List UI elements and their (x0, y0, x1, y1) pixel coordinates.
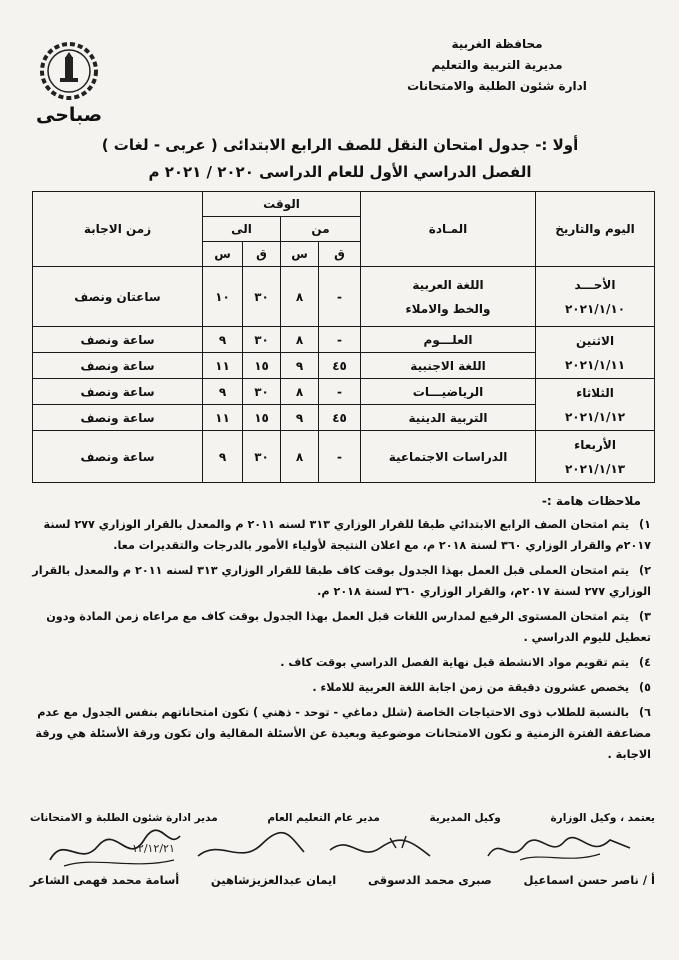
from-s-cell: ٩ (281, 353, 319, 379)
header-subject: المـادة (361, 192, 536, 267)
from-q-cell: - (319, 327, 361, 353)
table-row (33, 327, 655, 353)
header-administration: ادارة شئون الطلبة والامتحانات (407, 79, 587, 93)
header-day-date: اليوم والتاريخ (536, 192, 655, 267)
from-q-cell: ٤٥ (319, 353, 361, 379)
duration-cell: ساعة ونصف (33, 327, 203, 353)
exam-date: ٢٠٢١/١/١٢ (564, 409, 626, 424)
note-item (23, 652, 651, 673)
from-s-cell: ٩ (281, 405, 319, 431)
duration-cell: ساعة ونصف (33, 379, 203, 405)
signature-mark-icon (480, 826, 640, 870)
header-to-s: س (203, 242, 243, 267)
day-date-cell (536, 327, 655, 379)
signature-title: يعتمد ، وكيل الوزارة (550, 812, 655, 824)
duration-cell: ساعة ونصف (33, 431, 203, 483)
from-q-cell: - (319, 267, 361, 327)
signatory-name: أ / ناصر حسن اسماعيل (523, 873, 655, 887)
signatory-name: أسامة محمد فهمى الشاعر (30, 873, 180, 887)
signature-mark-icon (320, 826, 440, 870)
from-q-cell: ٤٥ (319, 405, 361, 431)
note-text: يتم تقويم مواد الانشطة قبل نهاية الفصل الدراسي بوقت كاف . (280, 656, 630, 669)
signatory-name: ايمان عبدالعزيزشاهين (210, 873, 337, 887)
signature-titles (30, 812, 655, 824)
table-row (33, 267, 655, 327)
to-q-cell: ١٥ (243, 405, 281, 431)
subject-cell: التربية الدينية (361, 405, 536, 431)
subject-cell: اللغة العربية والخط والاملاء (361, 267, 536, 327)
note-number: ٦) (639, 706, 651, 719)
page-title: أولا :- جدول امتحان النقل للصف الرابع الابتدائى ( عربى - لغات ) (101, 136, 579, 154)
exam-date: ٢٠٢١/١/١١ (564, 357, 626, 372)
signature-title: مدير عام التعليم العام (267, 812, 380, 824)
signature-names (30, 873, 655, 887)
from-s-cell: ٨ (281, 431, 319, 483)
notes-section (23, 494, 651, 769)
duration-cell: ساعة ونصف (33, 405, 203, 431)
header-from: من (281, 217, 361, 242)
exam-date: ٢٠٢١/١/١٠ (564, 301, 626, 316)
day-name: الثلاثاء (576, 385, 614, 400)
note-number: ٣) (639, 610, 651, 623)
note-item (23, 606, 651, 648)
signature-title: وكيل المديرية (429, 812, 501, 824)
duration-cell: ساعتان ونصف (33, 267, 203, 327)
header-to: الى (203, 217, 281, 242)
from-q-cell: - (319, 379, 361, 405)
to-q-cell: ٣٠ (243, 379, 281, 405)
exam-schedule-table (32, 191, 655, 483)
note-number: ٢) (639, 564, 651, 577)
signature-title: مدير ادارة شئون الطلبة و الامتحانات (30, 812, 218, 824)
day-date-cell (536, 267, 655, 327)
signature-mark-icon (190, 826, 310, 870)
subject-cell: الرياضيـــات (361, 379, 536, 405)
exam-date: ٢٠٢١/١/١٣ (564, 461, 626, 476)
to-s-cell: ١١ (203, 405, 243, 431)
day-date-cell (536, 379, 655, 431)
to-q-cell: ٣٠ (243, 431, 281, 483)
header-to-q: ق (243, 242, 281, 267)
to-s-cell: ١١ (203, 353, 243, 379)
note-text: يتم امتحان الصف الرابع الابتدائي طبقا للقرار الوزاري ٣١٣ لسنه ٢٠١١ م والمعدل بالقرار الوزاري ٢٧٧ لسنة ٢٠١٧م والقرار الوزاري ٣٦٠ لسنة ٢٠١٨ م، مع اعلان النتيجة لأولياء الأمور بالدرجات والتقديرات معا. (43, 518, 651, 552)
note-number: ٤) (639, 656, 651, 669)
page-subtitle: الفصل الدراسي الأول للعام الدراسى ٢٠٢٠ / ٢٠٢١ م (148, 163, 532, 181)
subject-cell: اللغة الاجنبية (361, 353, 536, 379)
note-text: يتم امتحان المستوى الرفيع لمدارس اللغات قبل العمل بهذا الجدول بوقت كاف مع مراعاه زمن المادة ودون تعطيل لليوم الدراسي . (46, 610, 651, 644)
header-directorate: مديرية التربية والتعليم (431, 58, 563, 72)
header-time: الوقت (203, 192, 361, 217)
shift-label: صباحى (36, 104, 103, 126)
to-q-cell: ٣٠ (243, 327, 281, 353)
from-s-cell: ٨ (281, 379, 319, 405)
ministry-logo-icon (38, 40, 100, 102)
to-s-cell: ٩ (203, 379, 243, 405)
note-item (23, 514, 651, 556)
notes-title: ملاحظات هامة :- (541, 494, 641, 508)
header-from-q: ق (319, 242, 361, 267)
from-q-cell: - (319, 431, 361, 483)
table-row (33, 431, 655, 483)
subject-cell: العلـــوم (361, 327, 536, 353)
duration-cell: ساعة ونصف (33, 353, 203, 379)
signatory-name: صبرى محمد الدسوقى (367, 873, 492, 887)
day-name: الأربعاء (574, 437, 616, 452)
day-name: الاثنين (575, 333, 615, 348)
table-header-row (33, 192, 655, 217)
note-text: يخصص عشرون دقيقة من زمن اجابة اللغة العربية للاملاء . (312, 681, 630, 694)
subject-cell: الدراسات الاجتماعية (361, 431, 536, 483)
to-s-cell: ٩ (203, 431, 243, 483)
to-q-cell: ١٥ (243, 353, 281, 379)
from-s-cell: ٨ (281, 327, 319, 353)
header-block (387, 34, 607, 97)
header-duration: زمن الاجابة (33, 192, 203, 267)
note-item (23, 677, 651, 698)
day-name: الأحـــد (574, 277, 616, 292)
from-s-cell: ٨ (281, 267, 319, 327)
to-s-cell: ٩ (203, 327, 243, 353)
header-governorate: محافظة الغربية (451, 37, 543, 51)
header-from-s: س (281, 242, 319, 267)
signature-mark-icon (44, 826, 184, 872)
to-s-cell: ١٠ (203, 267, 243, 327)
table-row (33, 379, 655, 405)
note-number: ١) (639, 518, 651, 531)
note-item (23, 560, 651, 602)
note-number: ٥) (639, 681, 651, 694)
handwritten-date: ١٢/١٢/٢١ (132, 842, 175, 855)
note-item (23, 702, 651, 765)
note-text: يتم امتحان العملى قبل العمل بهذا الجدول بوقت كاف طبقا للقرار الوزاري ٣١٣ لسنه ٢٠١١ م والمعدل بالقرار الوزاري ٢٧٧ لسنة ٢٠١٧م، والقرار الوزاري ٣٦٠ لسنة ٢٠١٨ م. (32, 564, 651, 598)
day-date-cell (536, 431, 655, 483)
to-q-cell: ٣٠ (243, 267, 281, 327)
note-text: بالنسبة للطلاب ذوى الاحتياجات الخاصة (شلل دماغي - توحد - ذهني ) تكون امتحاناتهم بنفس الجدول مع عدم مضاعفة الفترة الزمنية و تكون الامتحانات موضوعية وبعيدة عن الأسئلة المقالية وان تكون ورقة الأسئلة هي ورقة الاجابة . (35, 706, 651, 761)
